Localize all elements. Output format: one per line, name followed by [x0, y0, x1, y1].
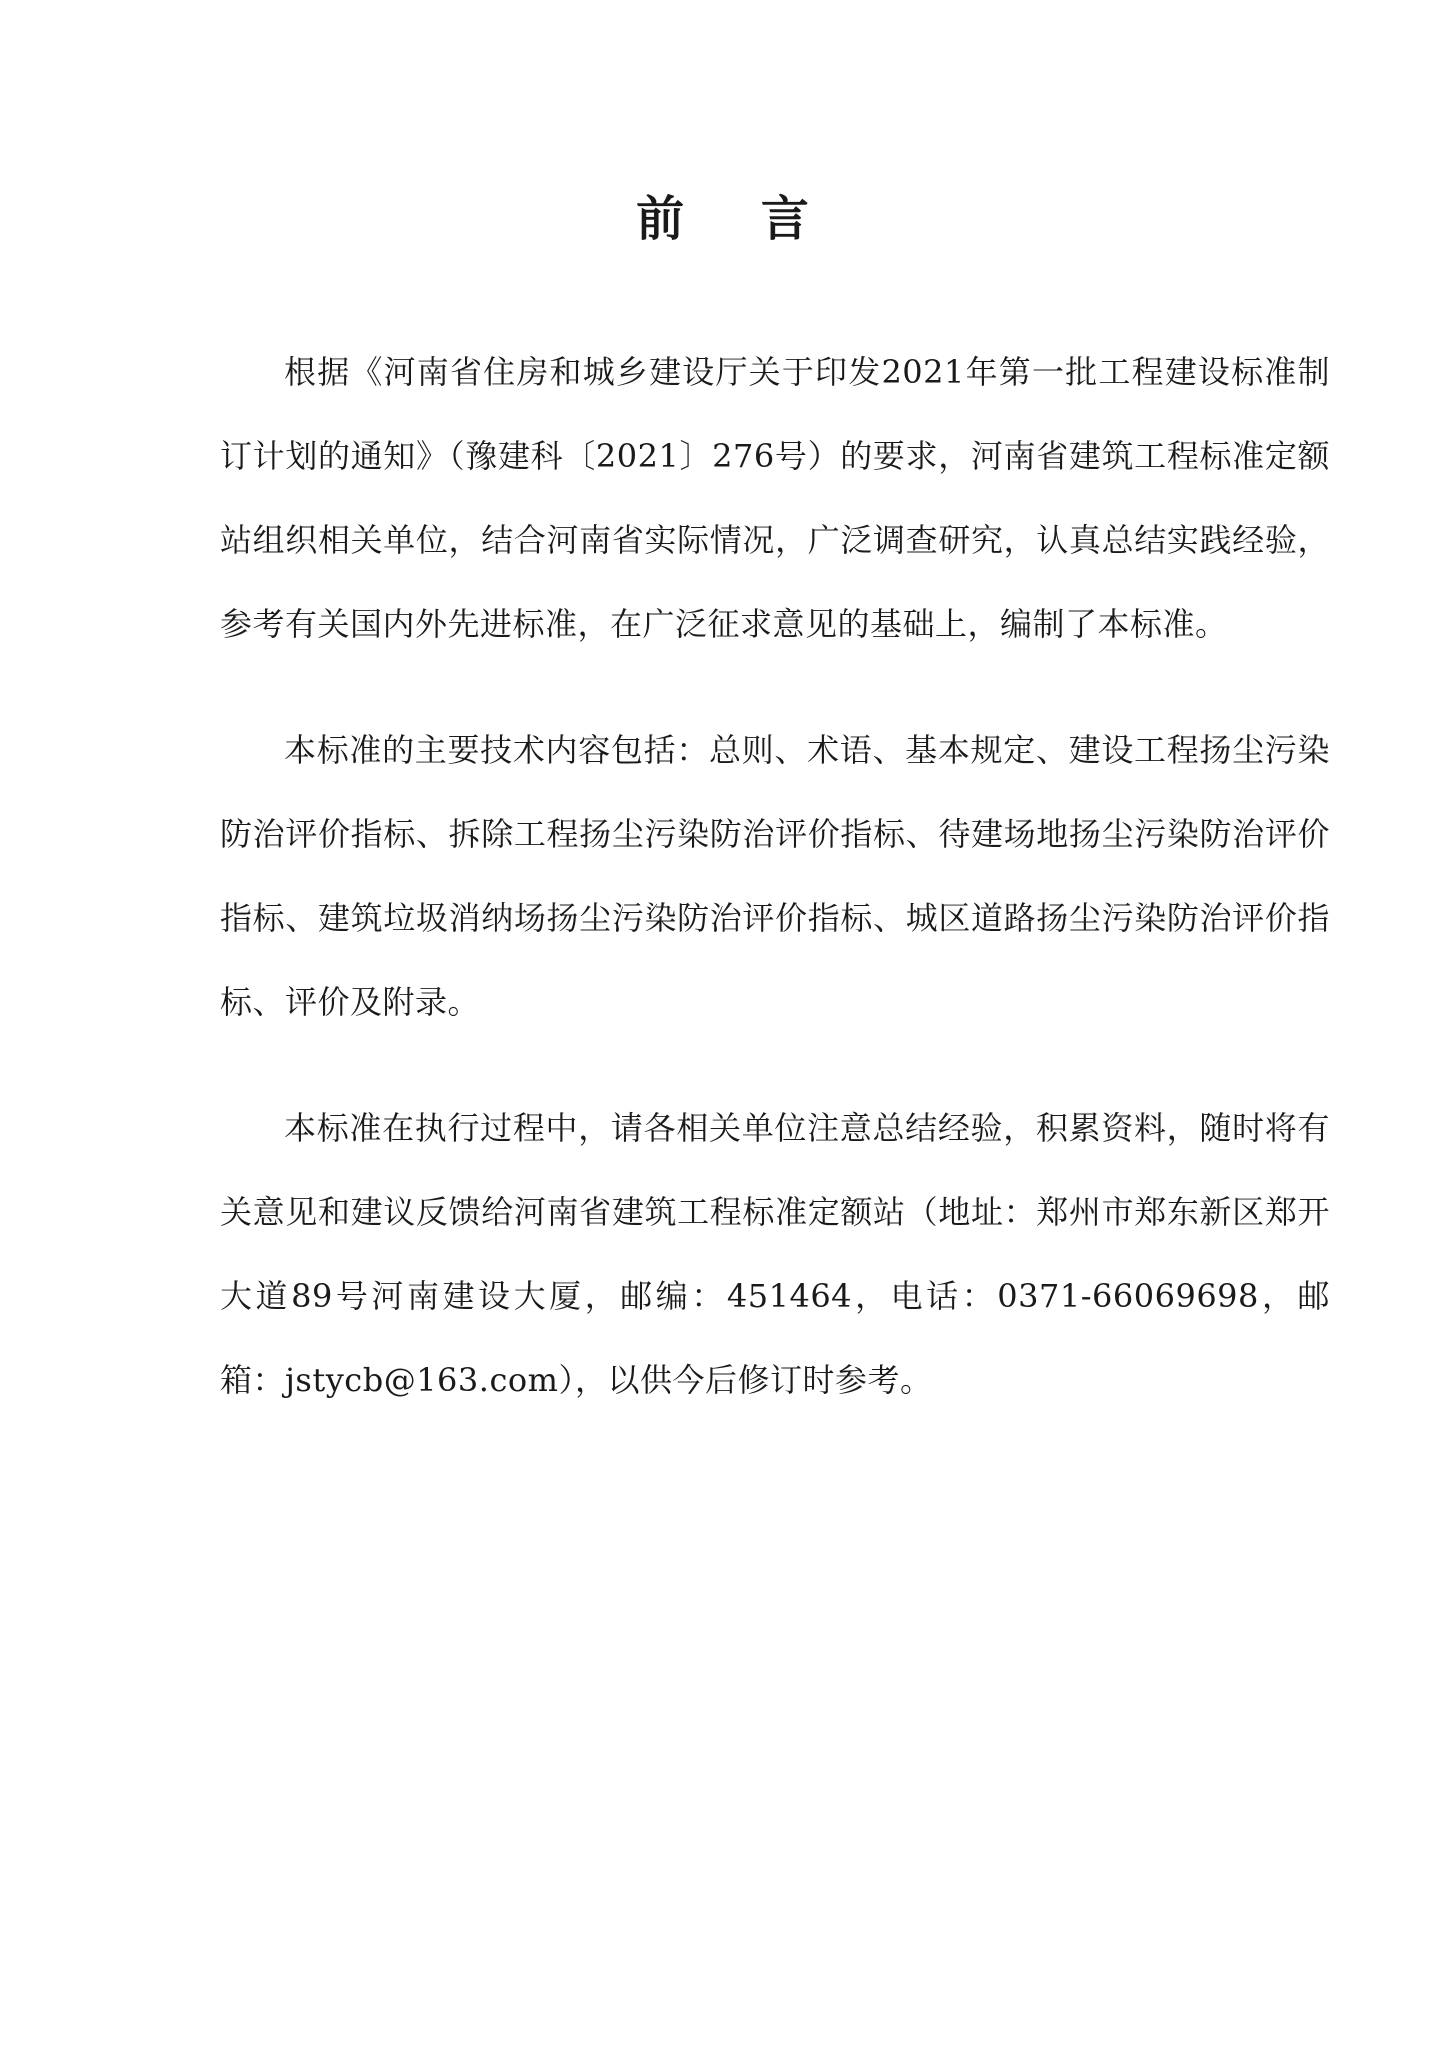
page-title: 前 言 — [636, 191, 811, 247]
paragraph-basis: 根据《河南省住房和城乡建设厅关于印发2021年第一批工程建设标准制订计划的通知》（豫建科〔2021〕276号）的要求，河南省建筑工程标准定额站组织相关单位，结合河南省实际情况，广泛调查研究，认真总结实践经验，参考有关国内外先进标准，在广泛征求意见的基础上，编制了本标准。 — [220, 353, 1330, 643]
paragraph-feedback: 本标准在执行过程中，请各相关单位注意总结经验，积累资料，随时将有关意见和建议反馈给河南省建筑工程标准定额站（地址：郑州市郑东新区郑开大道89号河南建设大厦，邮编：451464，电话：0371-66069698，邮箱：jstycb@163.com），以供今后修订时参考。 — [220, 1109, 1330, 1399]
paragraph-content: 本标准的主要技术内容包括：总则、术语、基本规定、建设工程扬尘污染防治评价指标、拆除工程扬尘污染防治评价指标、待建场地扬尘污染防治评价指标、建筑垃圾消纳场扬尘污染防治评价指标、城区道路扬尘污染防治评价指标、评价及附录。 — [220, 731, 1330, 1021]
document-body — [220, 330, 1330, 1464]
